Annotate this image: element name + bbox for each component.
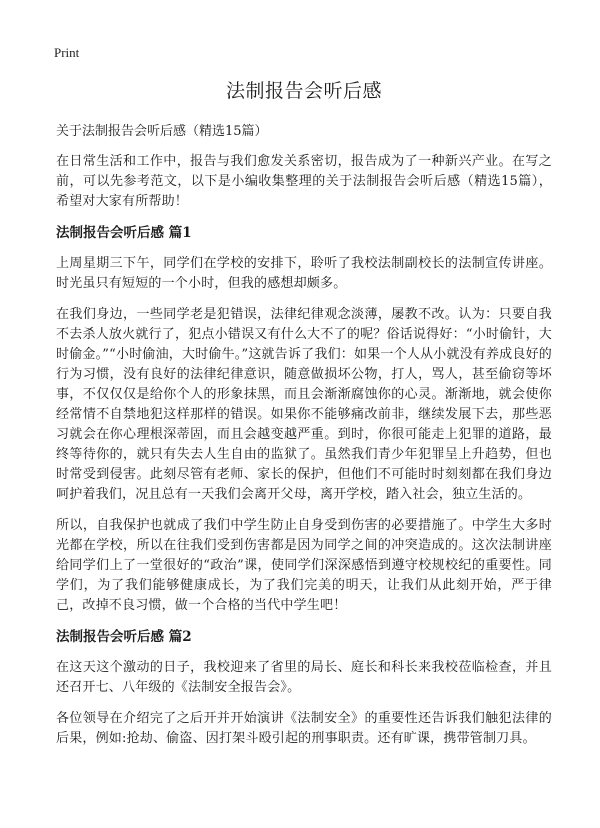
section-heading-1: 法制报告会听后感 篇1 — [56, 225, 192, 241]
section-2-paragraph-2: 各位领导在介绍完了之后开并开始演讲《法制安全》的重要性还告诉我们触犯法律的后果，例如:抢劫、偷盗、因打架斗殴引起的刑事职责。还有旷课，携带管制刀具。 — [56, 711, 552, 746]
section-2-paragraph-1: 在这天这个激动的日子，我校迎来了省里的局长、庭长和科长来我校莅临检查，并且还召开七、八年级的《法制安全报告会》。 — [56, 660, 552, 695]
section-1-paragraph-2: 在我们身边，一些同学老是犯错误，法律纪律观念淡薄，屡教不改。认为：只要自我不去杀人放火就行了，犯点小错误又有什么大不了的呢？俗话说得好：“小时偷针，大时偷金。”“小时偷油，大时偷牛。”这就告诉了我们：如果一个人从小就没有养成良好的行为习惯，没有良好的法律纪律意识，随意做损坏公物，打人，骂人，甚至偷窃等坏事，不仅仅仅是给你个人的形象抹黑，而且会渐渐腐蚀你的心灵。渐渐地，就会使你经常情不自禁地犯这样那样的错误。如果你不能够痛改前非，继续发展下去，那些恶习就会在你心理根深蒂固，而且会越变越严重。到时，你很可能走上犯罪的道路，最终等待你的，就只有失去人生自由的监狱了。虽然我们青少年犯罪呈上升趋势，但也时常受到侵害。此刻尽管有老师、家长的保护，但他们不可能时时刻刻都在我们身边呵护着我们，况且总有一天我们会离开父母，离开学校，踏入社会，独立生活的。 — [56, 307, 552, 502]
section-heading-2: 法制报告会听后感 篇2 — [56, 629, 192, 645]
section-1-paragraph-3: 所以，自我保护也就成了我们中学生防止自身受到伤害的必要措施了。中学生大多时光都在学校，所以在往我们受到伤害都是因为同学之间的冲突造成的。这次法制讲座给同学们上了一堂很好的“政治”课，使同学们深深感悟到遵守校规校纪的重要性。同学们，为了我们能够健康成长，为了我们完美的明天，让我们从此刻开始，严于律己，改掉不良习惯，做一个合格的当代中学生吧！ — [56, 518, 552, 613]
document-title: 法制报告会听后感 — [225, 80, 382, 102]
document-subtitle: 关于法制报告会听后感（精选15篇） — [56, 124, 268, 139]
section-1-paragraph-1: 上周星期三下午，同学们在学校的安排下，聆听了我校法制副校长的法制宣传讲座。时光虽只有短短的一个小时，但我的感想却颇多。 — [56, 256, 552, 291]
print-label: Print — [54, 45, 80, 60]
document — [56, 78, 552, 760]
intro-paragraph: 在日常生活和工作中，报告与我们愈发关系密切，报告成为了一种新兴产业。在写之前，可以先参考范文，以下是小编收集整理的关于法制报告会听后感（精选15篇），希望对大家有所帮助！ — [56, 154, 552, 209]
